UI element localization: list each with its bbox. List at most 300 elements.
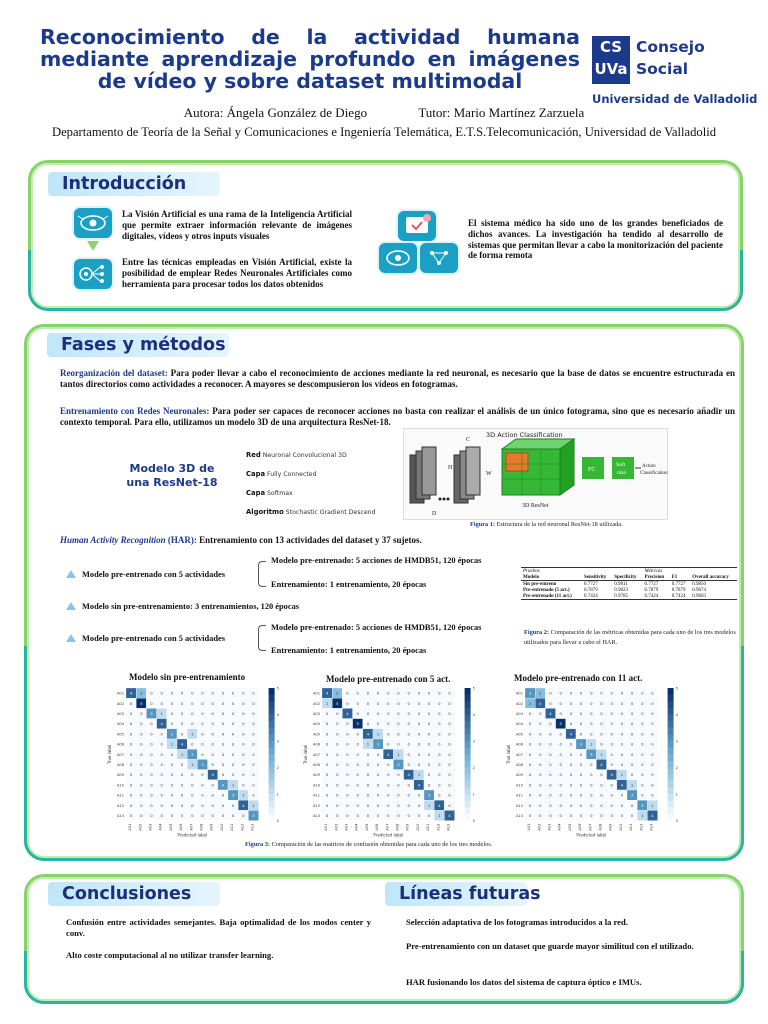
x-tick-label: A07: [588, 823, 593, 831]
heatmap-cell-value: 0: [610, 741, 613, 747]
heatmap-cell-value: 0: [620, 721, 624, 727]
heatmap-cell-value: 4: [211, 772, 214, 778]
y-tick-label: A12: [312, 803, 320, 808]
heatmap-cell-value: 0: [387, 711, 390, 716]
heatmap-cell-value: 0: [387, 772, 390, 778]
colorbar-tick-label: 5: [276, 686, 279, 691]
input-frames: [410, 447, 480, 503]
heatmap-cell-value: 0: [397, 711, 400, 716]
heatmap-cell-value: 0: [211, 711, 214, 716]
heatmap-cell-value: 0: [191, 711, 194, 716]
x-tick-label: A05: [567, 823, 572, 831]
heatmap-cell-value: 0: [336, 813, 339, 818]
heatmap-cell-value: 0: [559, 690, 562, 696]
heatmap-cell-value: 1: [376, 731, 380, 737]
heatmap-cell-value: 0: [600, 700, 603, 706]
x-tick-label: A12: [639, 823, 644, 831]
heatmap-cell-value: 0: [528, 731, 532, 737]
heatmap-cell-value: 0: [397, 700, 400, 706]
x-tick-label: A06: [375, 823, 380, 831]
heatmap-cell-value: 3: [376, 741, 380, 747]
colorbar-segment: [668, 807, 674, 814]
heatmap-cell-value: 0: [211, 782, 214, 788]
heatmap-cell-value: 0: [539, 802, 542, 808]
heatmap-cell-value: 0: [180, 772, 184, 778]
eye-scan-icon: [379, 243, 417, 273]
y-tick-label: A06: [116, 742, 124, 747]
heatmap-cell-value: 0: [150, 802, 153, 808]
heatmap-cell-value: 0: [129, 751, 133, 757]
heatmap-cell-value: 0: [376, 700, 380, 706]
confusion-matrix-title-3: Modelo pre-entrenado con 11 act.: [514, 673, 643, 683]
heatmap-cell-value: 0: [610, 721, 613, 727]
heatmap-cell-value: 0: [231, 731, 235, 737]
resnet-cubes: [502, 439, 574, 495]
colorbar-segment: [269, 715, 275, 722]
heatmap-cell-value: 0: [160, 802, 163, 808]
x-tick-label: A12: [436, 823, 441, 831]
x-tick-label: A01: [324, 823, 329, 831]
heatmap-cell-value: 0: [559, 772, 562, 778]
y-tick-label: A11: [116, 793, 124, 798]
heatmap-cell-value: 0: [427, 813, 431, 818]
architecture-diagram: [403, 428, 668, 520]
experiment-1: Modelo pre-entrenado con 5 actividades: [66, 570, 225, 579]
heatmap-cell-value: 5: [336, 700, 339, 706]
colorbar-segment: [465, 807, 471, 814]
x-tick-label: A04: [158, 823, 163, 831]
heatmap-cell-value: 0: [610, 731, 613, 737]
colorbar-segment: [269, 754, 275, 761]
heatmap-cell-value: 0: [366, 690, 370, 696]
heatmap-cell-value: 0: [549, 762, 552, 767]
heatmap-cell-value: 0: [579, 751, 583, 757]
heatmap-cell-value: 0: [242, 711, 245, 716]
heatmap-cell-value: 0: [376, 772, 380, 778]
colorbar-tick-label: 1: [472, 792, 475, 797]
heatmap-cell-value: 0: [600, 741, 603, 747]
x-axis-label: Predicted label: [576, 832, 607, 838]
heatmap-cell-value: 0: [356, 741, 359, 747]
heatmap-cell-value: 0: [590, 802, 593, 808]
heatmap-cell-value: 0: [201, 721, 204, 727]
heatmap-cell-value: 0: [539, 762, 542, 767]
x-tick-label: A10: [618, 823, 623, 831]
heatmap-cell-value: 0: [356, 762, 359, 767]
heatmap-cell-value: 0: [140, 731, 143, 737]
x-tick-label: A07: [385, 823, 390, 831]
heatmap-cell-value: 1: [397, 751, 400, 757]
heatmap-cell-value: 0: [376, 802, 380, 808]
x-tick-label: A01: [527, 823, 532, 831]
heatmap-cell-value: 0: [376, 762, 380, 767]
intro-title: Introducción: [48, 172, 220, 196]
x-tick-label: A03: [344, 823, 349, 831]
x-tick-label: A12: [240, 823, 245, 831]
heatmap-cell-value: 0: [387, 792, 390, 798]
heatmap-cell-value: 0: [549, 802, 552, 808]
heatmap-cell-value: 0: [630, 751, 634, 757]
heatmap-cell-value: 0: [651, 751, 654, 757]
heatmap-cell-value: 0: [397, 731, 400, 737]
heatmap-cell-value: 0: [407, 731, 410, 737]
heatmap-cell-value: 1: [427, 802, 431, 808]
heatmap-cell-value: 0: [549, 700, 552, 706]
colorbar-segment: [668, 774, 674, 781]
heatmap-cell-value: 0: [590, 731, 593, 737]
conclusions-title: Conclusiones: [48, 882, 220, 906]
heatmap-cell-value: 0: [590, 762, 593, 767]
svg-text:Action: Action: [642, 464, 656, 469]
x-tick-label: A13: [250, 823, 255, 831]
heatmap-cell-value: 0: [376, 711, 380, 716]
heatmap-cell-value: 0: [129, 700, 133, 706]
heatmap-cell-value: 0: [191, 690, 194, 696]
x-axis-label: Predicted label: [373, 832, 404, 838]
heatmap-cell-value: 0: [448, 782, 451, 788]
training-heading: Entrenamiento con Redes Neuronales:: [60, 406, 210, 416]
future-item: Selección adaptativa de los fotogramas introducidos a la red.: [406, 917, 628, 927]
heatmap-cell-value: 3: [630, 792, 634, 798]
heatmap-cell-value: 0: [600, 802, 603, 808]
heatmap-cell-value: 0: [140, 711, 143, 716]
heatmap-cell-value: 3: [641, 802, 644, 808]
heatmap-cell-value: 0: [641, 731, 644, 737]
x-tick-label: A08: [395, 823, 400, 831]
heatmap-cell-value: 0: [438, 731, 441, 737]
heatmap-cell-value: 0: [559, 700, 562, 706]
heatmap-cell-value: 0: [346, 731, 349, 737]
colorbar-segment: [269, 721, 275, 728]
heatmap-cell-value: 0: [387, 721, 390, 727]
heatmap-cell-value: 3: [191, 751, 194, 757]
colorbar-segment: [465, 787, 471, 794]
heatmap-cell-value: 0: [579, 813, 583, 818]
heatmap-cell-value: 0: [336, 762, 339, 767]
logo-name: Consejo Social: [636, 38, 705, 78]
heatmap-cell-value: 0: [387, 762, 390, 767]
y-tick-label: A08: [116, 763, 124, 767]
colorbar-tick-label: 1: [276, 792, 279, 797]
triangle-bullet-icon: [66, 634, 76, 642]
colorbar-segment: [269, 728, 275, 735]
heatmap-cell-value: 0: [201, 690, 204, 696]
heatmap-cell-value: 0: [630, 802, 634, 808]
heatmap-cell-value: 0: [579, 711, 583, 716]
heatmap-cell-value: 0: [569, 690, 573, 696]
colorbar-segment: [668, 794, 674, 801]
heatmap-cell-value: 0: [438, 782, 441, 788]
heatmap-cell-value: 0: [201, 700, 204, 706]
heatmap-cell-value: 0: [346, 721, 349, 727]
heatmap-cell-value: 0: [231, 751, 235, 757]
colorbar-segment: [668, 721, 674, 728]
heatmap-cell-value: 0: [630, 711, 634, 716]
heatmap-cell-value: 0: [448, 711, 451, 716]
heatmap-cell-value: 0: [528, 802, 532, 808]
heatmap-cell-value: 5: [559, 721, 562, 727]
heatmap-cell-value: 0: [417, 751, 421, 757]
colorbar-segment: [269, 781, 275, 788]
heatmap-cell-value: 0: [559, 813, 562, 818]
heatmap-cell-value: 0: [160, 741, 163, 747]
heatmap-cell-value: 0: [180, 802, 184, 808]
heatmap-cell-value: 0: [417, 731, 421, 737]
heatmap-cell-value: 0: [242, 782, 245, 788]
heatmap-cell-value: 0: [407, 813, 410, 818]
y-tick-label: A01: [312, 691, 320, 696]
heatmap-cell-value: 0: [559, 741, 562, 747]
heatmap-cell-value: 0: [590, 700, 593, 706]
colorbar-segment: [465, 695, 471, 702]
heatmap-cell-value: 0: [438, 690, 441, 696]
heatmap-cell-value: 0: [170, 772, 174, 778]
heatmap-cell-value: 0: [427, 711, 431, 716]
heatmap-cell-value: 0: [140, 802, 143, 808]
heatmap-cell-value: 4: [569, 731, 573, 737]
heatmap-cell-value: 0: [579, 690, 583, 696]
heatmap-cell-value: 0: [387, 731, 390, 737]
heatmap-cell-value: 0: [600, 721, 603, 727]
heatmap-cell-value: 0: [620, 813, 624, 818]
colorbar-segment: [269, 688, 275, 695]
y-tick-label: A02: [116, 701, 124, 706]
heatmap-cell-value: 0: [336, 721, 339, 727]
heatmap-cell-value: 0: [427, 690, 431, 696]
colorbar-segment: [269, 814, 275, 821]
confusion-matrix-title-1: Modelo sin pre-entrenamiento: [129, 672, 246, 682]
heatmap-cell-value: 0: [252, 721, 255, 727]
heart-monitor-icon: [398, 211, 436, 241]
heatmap-cell-value: 0: [356, 690, 359, 696]
colorbar-tick-label: 5: [472, 686, 475, 691]
heatmap-cell-value: 0: [201, 802, 204, 808]
heatmap-cell-value: 0: [397, 802, 400, 808]
heatmap-cell-value: 0: [221, 731, 225, 737]
colorbar-tick-label: 0: [276, 819, 279, 824]
heatmap-cell-value: 0: [641, 762, 644, 767]
colorbar-segment: [269, 734, 275, 741]
cs-uva-logo-mark: CS UVa: [592, 36, 630, 84]
heatmap-cell-value: 0: [150, 721, 153, 727]
arrow-down-icon: [87, 241, 99, 251]
heatmap-cell-value: 0: [366, 772, 370, 778]
heatmap-cell-value: 0: [160, 792, 163, 798]
colorbar-segment: [269, 794, 275, 801]
svg-text:3D ResNet: 3D ResNet: [522, 503, 549, 509]
heatmap-cell-value: 0: [559, 782, 562, 788]
heatmap-cell-value: 0: [407, 802, 410, 808]
x-tick-label: A09: [608, 823, 613, 831]
heatmap-cell-value: 0: [641, 782, 644, 788]
colorbar-segment: [668, 695, 674, 702]
confusion-matrix-title-2: Modelo pre-entrenado con 5 act.: [326, 674, 451, 684]
x-tick-label: A06: [578, 823, 583, 831]
heatmap-cell-value: 3: [579, 741, 583, 747]
heatmap-cell-value: 0: [150, 813, 153, 818]
heatmap-cell-value: 0: [160, 782, 163, 788]
heatmap-cell-value: 0: [528, 741, 532, 747]
colorbar-segment: [465, 781, 471, 788]
heatmap-cell-value: 0: [346, 813, 349, 818]
heatmap-cell-value: 0: [641, 700, 644, 706]
heatmap-cell-value: 0: [641, 721, 644, 727]
colorbar-segment: [465, 814, 471, 821]
heatmap-cell-value: 0: [376, 751, 380, 757]
y-tick-label: A09: [116, 773, 124, 778]
svg-text:Classification: Classification: [640, 471, 668, 476]
heatmap-cell-value: 0: [630, 772, 634, 778]
colorbar-segment: [668, 801, 674, 808]
colorbar-tick-label: 2: [472, 766, 475, 771]
heatmap-cell-value: 0: [150, 731, 153, 737]
heatmap-cell-value: 1: [191, 731, 194, 737]
colorbar-segment: [465, 794, 471, 801]
heatmap-cell-value: 0: [569, 762, 573, 767]
heatmap-cell-value: 3: [252, 813, 255, 818]
x-tick-label: A05: [364, 823, 369, 831]
heatmap-cell-value: 0: [170, 802, 174, 808]
heatmap-cell-value: 4: [325, 690, 329, 696]
heatmap-cell-value: 0: [651, 731, 654, 737]
heatmap-cell-value: 0: [180, 792, 184, 798]
heatmap-cell-value: 0: [201, 751, 204, 757]
heatmap-cell-value: 0: [448, 690, 451, 696]
heatmap-cell-value: 0: [600, 731, 603, 737]
y-tick-label: A13: [515, 814, 523, 818]
heatmap-cell-value: 0: [427, 772, 431, 778]
y-tick-label: A10: [116, 783, 124, 788]
authors-line: [0, 105, 768, 121]
heatmap-cell-value: 0: [407, 690, 410, 696]
heatmap-cell-value: 0: [448, 700, 451, 706]
y-tick-label: A06: [515, 742, 523, 747]
heatmap-cell-value: 1: [252, 802, 255, 808]
colorbar-segment: [465, 734, 471, 741]
heatmap-cell-value: 0: [448, 772, 451, 778]
heatmap-cell-value: 0: [356, 802, 359, 808]
heatmap-cell-value: 0: [397, 772, 400, 778]
heatmap-cell-value: 0: [610, 762, 613, 767]
y-tick-label: A07: [515, 752, 523, 757]
fc-layer-label: FC: [588, 467, 596, 473]
figure-3-caption: Figura 3: Comparación de las matrices de confusión obtenidas para cada uno de los tres modelos.: [245, 841, 493, 848]
x-tick-label: A13: [649, 823, 654, 831]
heatmap-cell-value: 0: [325, 802, 329, 808]
heatmap-cell-value: 0: [438, 772, 441, 778]
heatmap-cell-value: 0: [438, 762, 441, 767]
heatmap-cell-value: 0: [140, 721, 143, 727]
heatmap-cell-value: 0: [559, 792, 562, 798]
heatmap-cell-value: 0: [242, 741, 245, 747]
heatmap-cell-value: 0: [630, 690, 634, 696]
y-tick-label: A13: [312, 814, 320, 818]
heatmap-cell-value: 0: [160, 772, 163, 778]
colorbar-segment: [668, 701, 674, 708]
heatmap-cell-value: 0: [221, 751, 225, 757]
heatmap-cell-value: 0: [651, 690, 654, 696]
heatmap-cell-value: 0: [387, 700, 390, 706]
y-tick-label: A11: [312, 793, 320, 798]
heatmap-cell-value: 0: [630, 741, 634, 747]
colorbar-segment: [668, 814, 674, 821]
training-text: Para poder ser capaces de reconocer acciones no basta con realizar el análisis de un único fotograma, sino que es necesario añadir un contexto temporal. Para ello, utilizamos un modelo 3D de una arquitectura ResNet-18.: [60, 406, 735, 427]
colorbar-segment: [269, 761, 275, 768]
experiment-3-pretrain: Modelo pre-entrenado: 5 acciones de HMDB51, 120 épocas: [271, 623, 482, 632]
heatmap-cell-value: 0: [211, 690, 214, 696]
heatmap-cell-value: 4: [417, 782, 421, 788]
colorbar-tick-label: 2: [276, 766, 279, 771]
heatmap-cell-value: 0: [346, 690, 349, 696]
heatmap-cell-value: 0: [231, 721, 235, 727]
heatmap-cell-value: 0: [201, 792, 204, 798]
brace: [258, 561, 266, 587]
heatmap-cell-value: 0: [221, 700, 225, 706]
heatmap-cell-value: 0: [366, 802, 370, 808]
model-item: Capa Fully Connected: [246, 470, 317, 478]
colorbar-segment: [668, 761, 674, 768]
heatmap-cell-value: 0: [336, 711, 339, 716]
x-tick-label: A11: [629, 823, 634, 831]
colorbar-segment: [465, 688, 471, 695]
reorg-text: Para poder llevar a cabo el reconocimiento de acciones mediante la red neuronal, es necesario que la base de datos se encuentre estructurada en tantos directorios como actividades a reconocer. A mayores se descompusieron los vídeos en fotogramas.: [60, 368, 736, 389]
heatmap-cell-value: 1: [641, 813, 644, 818]
heatmap-cell-value: 0: [559, 731, 562, 737]
heatmap-cell-value: 3: [201, 762, 204, 767]
heatmap-cell-value: 0: [590, 721, 593, 727]
heatmap-cell-value: 3: [150, 711, 153, 716]
y-axis-label: True label: [303, 744, 308, 765]
heatmap-cell-value: 0: [427, 721, 431, 727]
heatmap-cell-value: 0: [211, 751, 214, 757]
heatmap-cell-value: 0: [201, 813, 204, 818]
heatmap-cell-value: 0: [559, 802, 562, 808]
colorbar-tick-label: 4: [675, 713, 678, 718]
brain-network-icon: [420, 243, 458, 273]
heatmap-cell-value: 0: [129, 721, 133, 727]
heatmap-cell-value: 0: [630, 731, 634, 737]
colorbar-segment: [269, 741, 275, 748]
svg-text:H: H: [448, 465, 453, 471]
heatmap-cell-value: 0: [129, 731, 133, 737]
colorbar-tick-label: 3: [675, 739, 678, 744]
heatmap-cell-value: 0: [600, 813, 603, 818]
model-item: Red Neuronal Convolucional 3D: [246, 451, 347, 459]
colorbar-tick-label: 0: [472, 819, 475, 824]
methods-title: Fases y métodos: [47, 333, 229, 357]
heatmap-cell-value: 0: [129, 741, 133, 747]
heatmap-cell-value: 0: [221, 813, 225, 818]
x-tick-label: A03: [148, 823, 153, 831]
heatmap-cell-value: 0: [417, 690, 421, 696]
colorbar-segment: [465, 715, 471, 722]
heatmap-cell-value: 0: [600, 792, 603, 798]
heatmap-cell-value: 0: [160, 751, 163, 757]
heatmap-cell-value: 0: [579, 762, 583, 767]
colorbar-segment: [269, 748, 275, 755]
heatmap-cell-value: 0: [438, 721, 441, 727]
intro-paragraph-2: Entre las técnicas empleadas en Visión Artificial, existe la posibilidad de emplear Redes Neuronales Artificiales como herramienta para procesar todos los datos obtenidos: [122, 257, 352, 289]
heatmap-cell-value: 0: [417, 721, 421, 727]
heatmap-cell-value: 0: [610, 700, 613, 706]
heatmap-cell-value: 0: [150, 751, 153, 757]
heatmap-cell-value: 1: [242, 792, 245, 798]
colorbar-segment: [269, 787, 275, 794]
heatmap-cell-value: 0: [407, 751, 410, 757]
heatmap-cell-value: 3: [590, 751, 593, 757]
heatmap-cell-value: 4: [242, 802, 245, 808]
heatmap-cell-value: 0: [376, 721, 380, 727]
